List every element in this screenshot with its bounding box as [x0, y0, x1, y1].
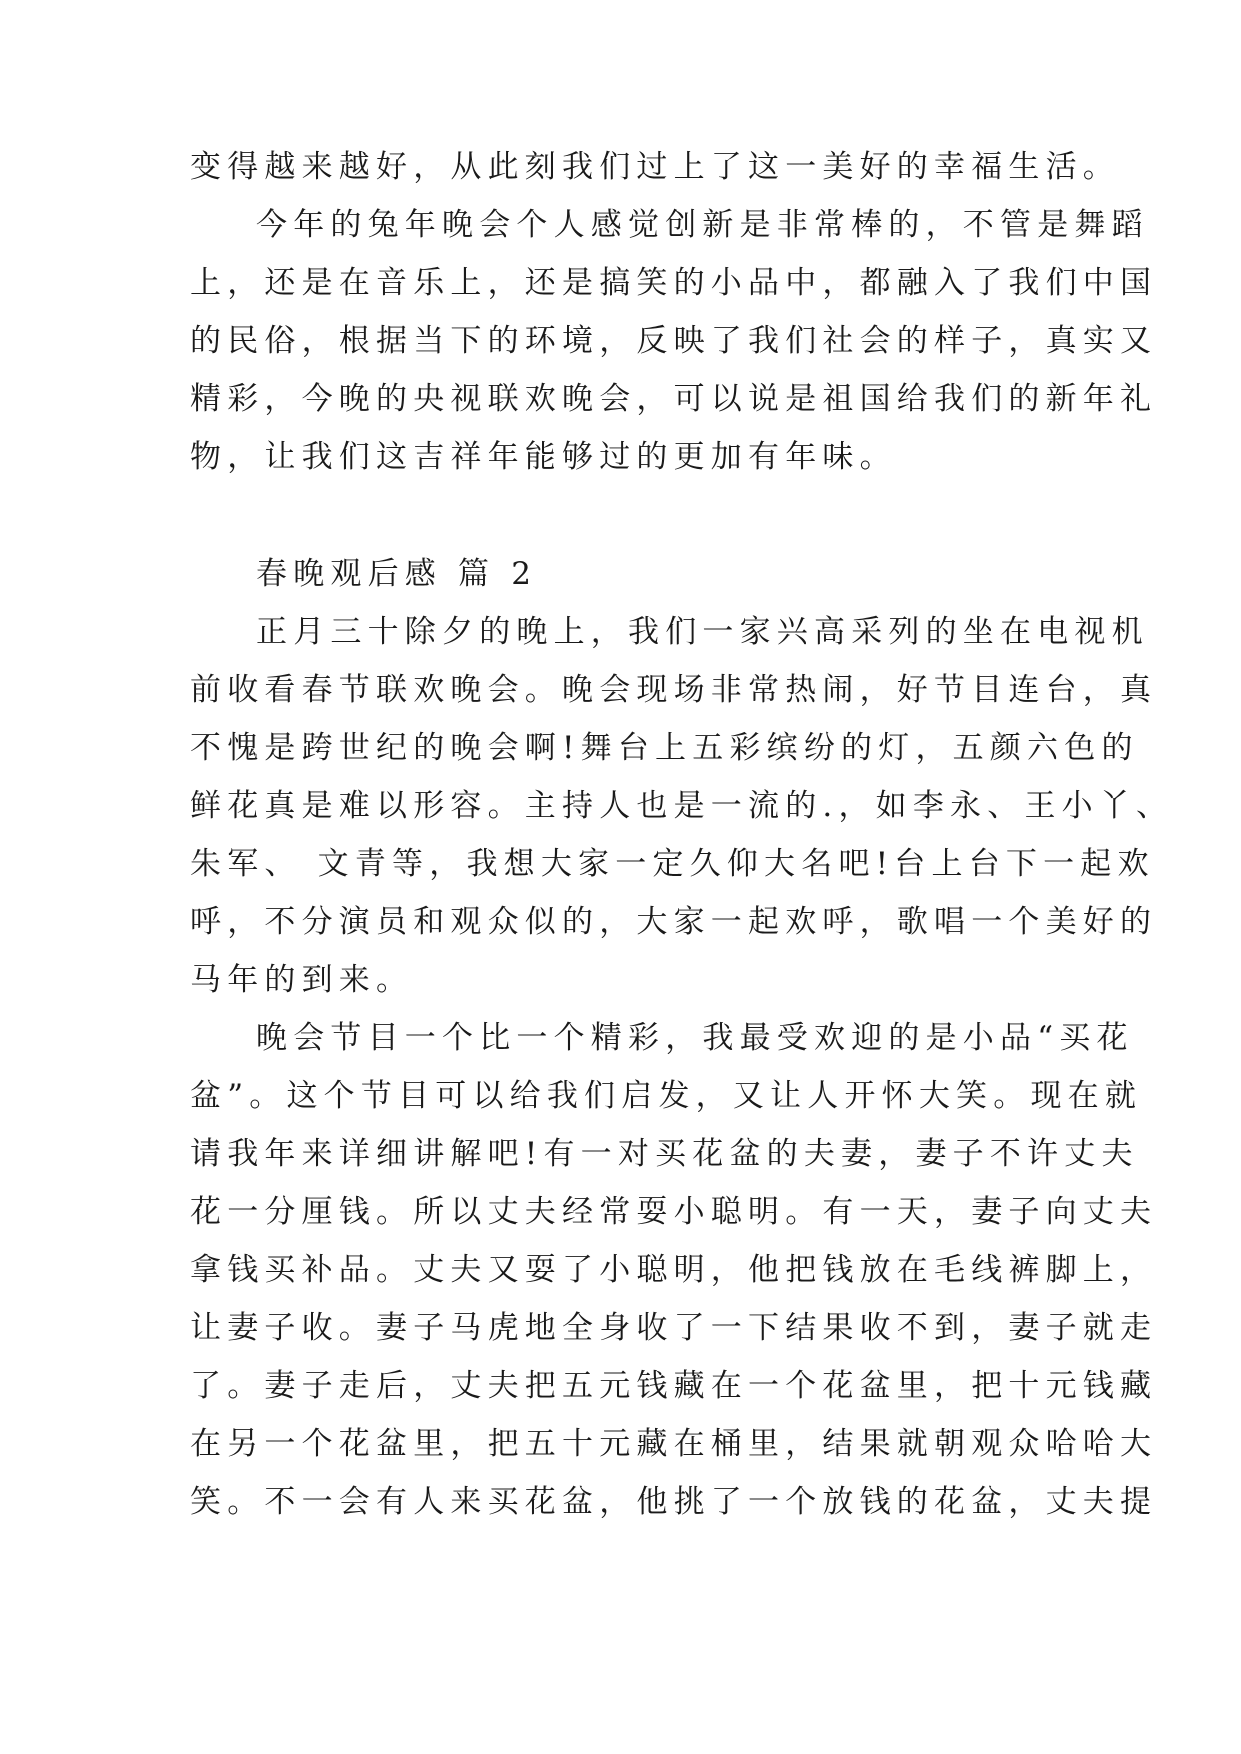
paragraph-first-line: 晚会节目一个比一个精彩，我最受欢迎的是小品“买花	[256, 1020, 1134, 1056]
text-line: 花一分厘钱。所以丈夫经常耍小聪明。有一天，妻子向丈夫	[190, 1194, 1158, 1230]
text-line: 变得越来越好，从此刻我们过上了这一美好的幸福生活。	[190, 149, 1120, 185]
text-line: 物，让我们这吉祥年能够过的更加有年味。	[190, 439, 897, 475]
text-line: 的民俗，根据当下的环境，反映了我们社会的样子，真实又	[190, 323, 1158, 359]
text-line: 拿钱买补品。丈夫又耍了小聪明，他把钱放在毛线裤脚上，	[190, 1252, 1158, 1288]
text-line: 上，还是在音乐上，还是搞笑的小品中，都融入了我们中国	[190, 265, 1158, 301]
text-line: 前收看春节联欢晚会。晚会现场非常热闹，好节目连台，真	[190, 672, 1158, 708]
text-line: 了。妻子走后，丈夫把五元钱藏在一个花盆里，把十元钱藏	[190, 1368, 1158, 1404]
text-line: 请我年来详细讲解吧!有一对买花盆的夫妻，妻子不许丈夫	[190, 1136, 1139, 1172]
text-line: 盆”。这个节目可以给我们启发，又让人开怀大笑。现在就	[190, 1078, 1143, 1114]
text-line: 马年的到来。	[190, 962, 414, 998]
text-line: 在另一个花盆里，把五十元藏在桶里，结果就朝观众哈哈大	[190, 1426, 1158, 1462]
section-heading: 春晚观后感 篇 2	[256, 556, 538, 592]
text-line: 让妻子收。妻子马虎地全身收了一下结果收不到，妻子就走	[190, 1310, 1158, 1346]
paragraph-first-line: 正月三十除夕的晚上，我们一家兴高采列的坐在电视机	[256, 614, 1149, 650]
text-line: 笑。不一会有人来买花盆，他挑了一个放钱的花盆，丈夫提	[190, 1484, 1158, 1520]
text-line: 呼，不分演员和观众似的，大家一起欢呼，歌唱一个美好的	[190, 904, 1158, 940]
text-line: 朱军、 文青等，我想大家一定久仰大名吧!台上台下一起欢	[190, 846, 1155, 882]
text-line: 鲜花真是难以形容。主持人也是一流的.，如李永、王小丫、	[190, 788, 1174, 824]
text-line: 精彩，今晚的央视联欢晚会，可以说是祖国给我们的新年礼	[190, 381, 1158, 417]
text-line: 不愧是跨世纪的晚会啊!舞台上五彩缤纷的灯，五颜六色的	[190, 730, 1139, 766]
paragraph-first-line: 今年的兔年晚会个人感觉创新是非常棒的，不管是舞蹈	[256, 207, 1149, 243]
